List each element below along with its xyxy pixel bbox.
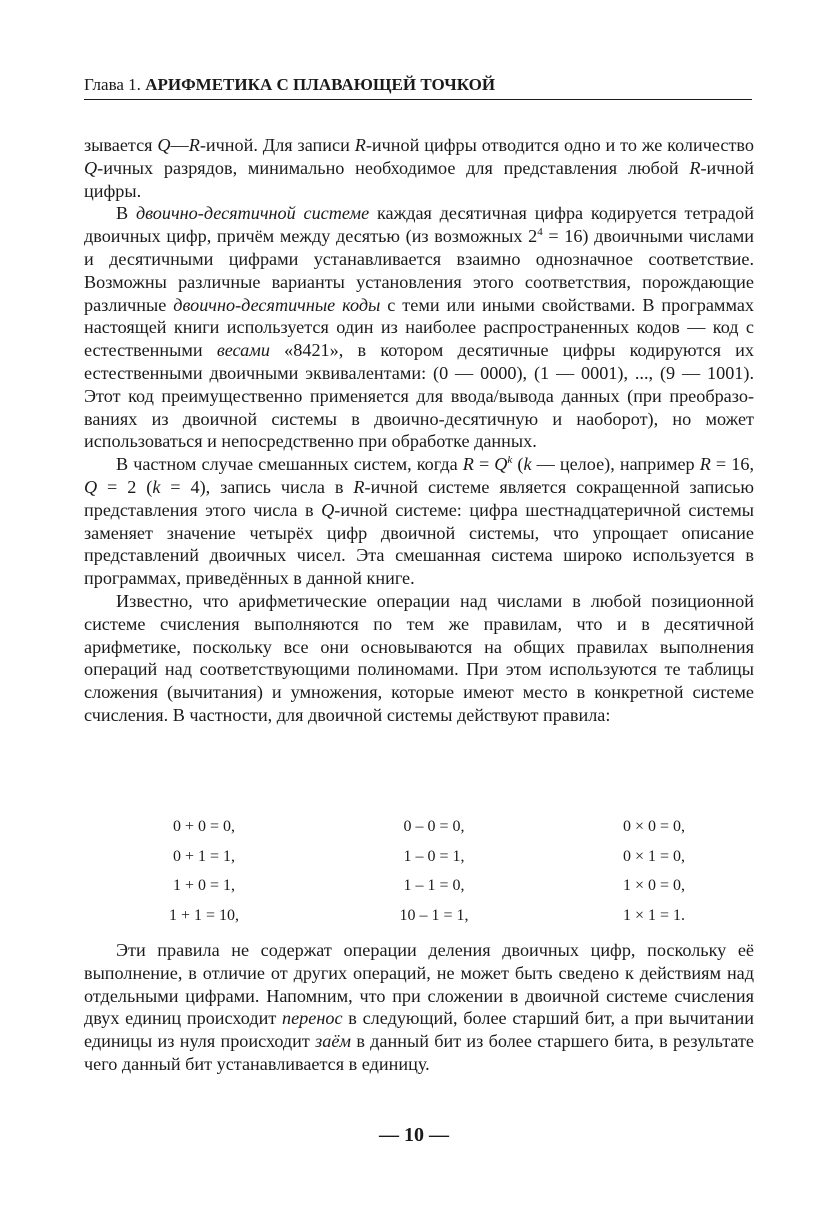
rule-item: 1 – 0 = 1,: [403, 847, 465, 865]
paragraph-4: Известно, что арифметические операции над числами в любой позиционной системе счисления выполняются по тем же правилам, что и в десятичной арифметике, поскольку все они основываются на общих правилах выполнения операций над соответствующими полиномами. При этом используются те таблицы сложения (вычитания) и умножения, которые имеют место в конкретной системе счисления. В частности, для двоичной системы действуют правила:: [84, 590, 754, 725]
chapter-title: АРИФМЕТИКА С ПЛАВАЮЩЕЙ ТОЧКОЙ: [145, 75, 496, 94]
subtraction-rules: [374, 812, 494, 930]
running-header: [84, 74, 752, 100]
rule-item: 0 + 0 = 0,: [172, 818, 236, 835]
rule-item: 1 × 1 = 1.: [622, 906, 686, 924]
rule-item: 1 × 0 = 0,: [622, 877, 686, 894]
rule-item: 1 + 1 = 10,: [168, 906, 240, 924]
rule-item: 10 – 1 = 1,: [399, 906, 469, 924]
term-carry: перенос: [282, 1008, 343, 1029]
paragraph-1: зывается Q—R-ичной. Для записи R-ичной цифры отводится одно и то же количество Q-ичных разрядов, минимально необходимое для представления любой R-ичной цифры.: [84, 135, 754, 201]
term-bcd-system: двоично-десятичной системе: [135, 203, 370, 224]
rule-item: 0 + 1 = 1,: [172, 847, 236, 865]
term-borrow: заём: [315, 1031, 352, 1052]
page-number: — 10 —: [379, 1124, 449, 1146]
chapter-label: Глава 1.: [84, 75, 141, 94]
term-weights: весами: [216, 340, 270, 361]
multiplication-rules: [594, 812, 714, 930]
addition-rules: [144, 812, 264, 930]
term-bcd-codes: двоично-десятичные коды: [173, 294, 381, 315]
paragraph-2: В двоично-десятичной системе каждая десятичная цифра кодируется тетрадой двоичных цифр, причём между десятью (из возможных $2^4 = 16$) двоичными числами и десятичными цифрами устанавливается взаимно однозначное соответствие. Возможны различные варианты установления этого соответствия, порождающие различные двоично-десятичные коды с теми или иными свойствами. В программах настоящей книги используется один из наиболее распространенных кодов — код с естественными весами «8421», в котором десятичные цифры кодируются их естественными двоичными эквивалентами: (0 — 0000), (1 — 0001), ..., (9 — 1001). Этот код преимущественно применяется для ввода/вывода данных (при преобразованиях из двоичной системы в двоично-десятичную и наоборот), но может использоваться и непосредственно при обработке данных.: [84, 203, 754, 452]
rule-item: 1 + 0 = 1,: [172, 877, 236, 894]
rule-item: 0 – 0 = 0,: [403, 818, 465, 835]
paragraph-5: Эти правила не содержат операции деления двоичных цифр, поскольку её выполнение, в отличие от других операций, не может быть сведено к действиям над отдельными цифрами. Напомним, что при сложении в двоичной системе счисления двух единиц происходит перенос в следующий, более старший бит, а при вычитании единицы из нуля происходит заём в данный бит из более старшего бита, в результате чего данный бит устанавливается в единицу.: [84, 940, 754, 1074]
body-text-bottom: [84, 939, 754, 1076]
rule-item: 0 × 0 = 0,: [622, 818, 686, 835]
body-text-top: [84, 134, 754, 727]
rule-item: 1 – 1 = 0,: [403, 877, 465, 894]
paragraph-3: В частном случае смешанных систем, когда $R = Q^k$ (k — целое), например R = 16, Q = 2 (k = 4), запись числа в R-ичной системе является сокращенной записью представления этого числа в Q-ичной системе: цифра шестнадцатеричной системы заменяет значение четырёх цифр двоичной системы, что упрощает описание представлений двоичных чисел. Эта смешанная система широко используется в программах, приведённых в данной книге.: [84, 454, 754, 589]
rule-item: 0 × 1 = 0,: [622, 847, 686, 865]
